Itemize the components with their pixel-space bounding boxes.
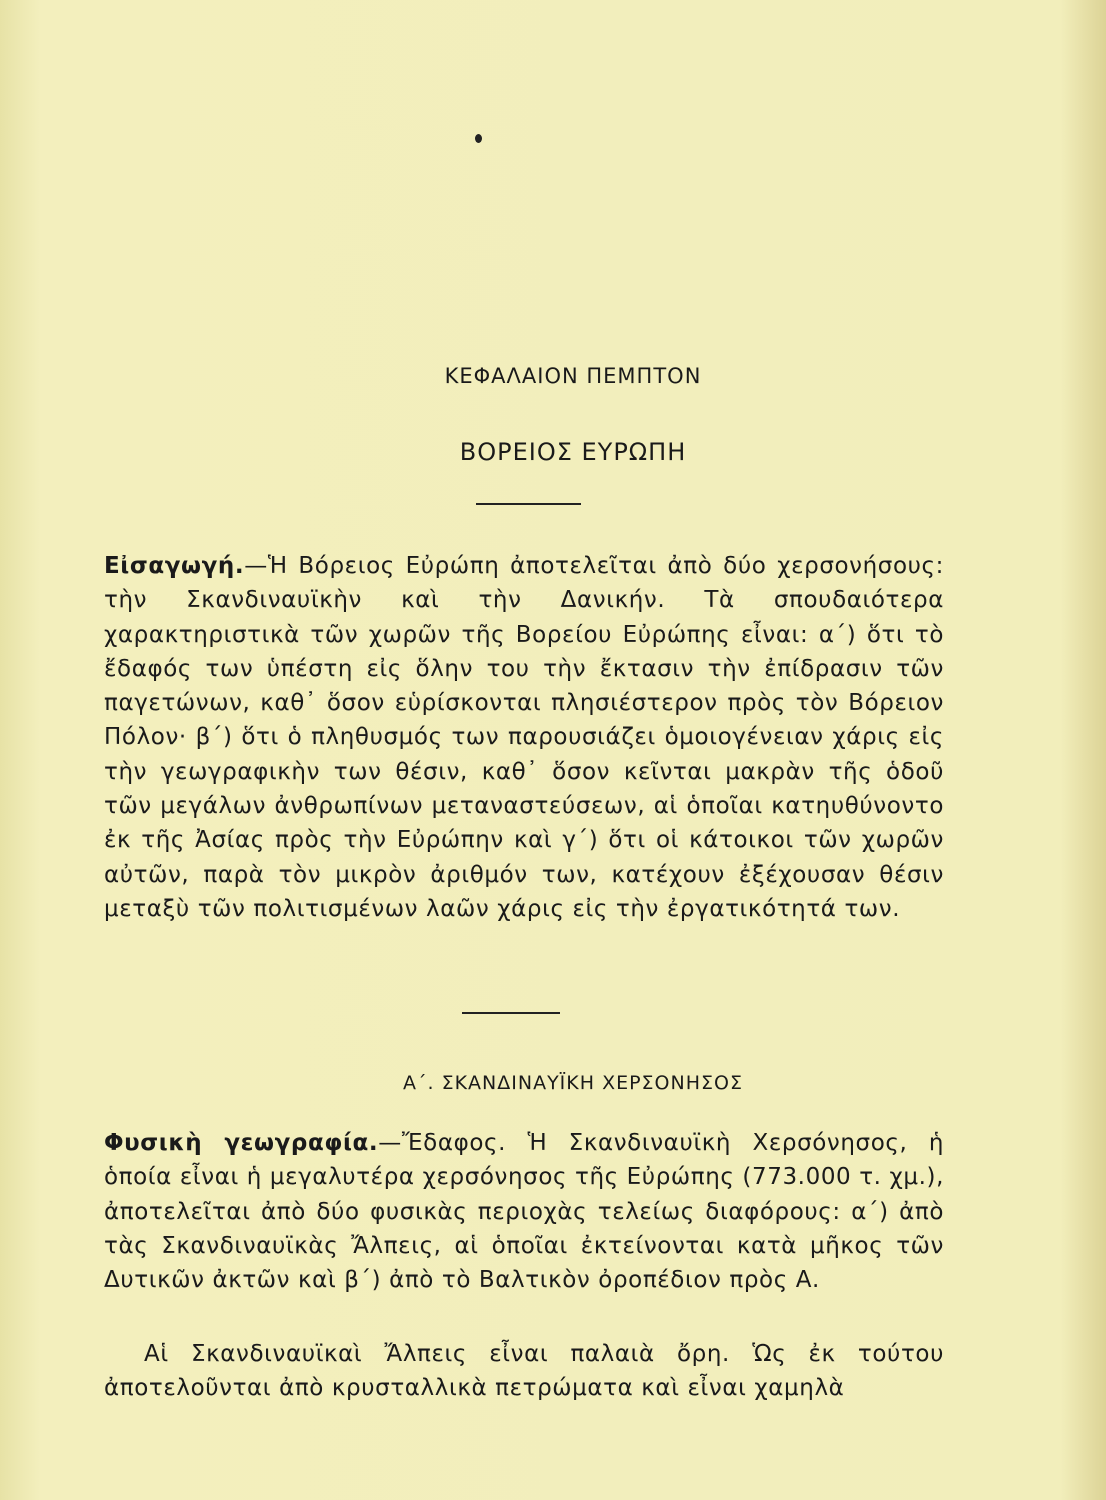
subsection-title: Α΄. ΣΚΑΝΔΙΝΑΥΪΚΗ ΧΕΡΣΟΝΗΣΟΣ (403, 1072, 743, 1094)
chapter-heading: ΚΕΦΑΛΑΙΟΝ ΠΕΜΠΤΟΝ (444, 364, 702, 388)
divider (476, 503, 581, 505)
ink-dot (475, 134, 482, 143)
physical-paragraph (104, 1126, 944, 1297)
alps-paragraph: Αἱ Σκανδιναυϊκαὶ Ἄλπεις εἶναι παλαιὰ ὄρη. Ὡς ἐκ τούτου ἀποτελοῦνται ἀπὸ κρυσταλλικὰ πετρώματα καὶ εἶναι χαμηλὰ (104, 1341, 944, 1402)
physical-text: —Ἔδαφος. Ἡ Σκανδιναυϊκὴ Χερσόνησος, ἡ ὁποία εἶναι ἡ μεγαλυτέρα χερσόνησος τῆς Εὐρώπης (773.000 τ. χμ.), ἀποτελεῖται ἀπὸ δύο φυσικὰς περιοχὰς τελείως διαφόρους: α΄) ἀπὸ τὰς Σκανδιναυϊκὰς Ἄλπεις, αἱ ὁποῖαι ἐκτείνονται κατὰ μῆκος τῶν Δυτικῶν ἀκτῶν καὶ β΄) ἀπὸ τὸ Βαλτικὸν ὀροπέδιον πρὸς Α. (104, 1130, 944, 1294)
intro-paragraph (104, 549, 944, 926)
intro-lead: Εἰσαγωγή. (104, 553, 245, 579)
intro-text: —Ἡ Βόρειος Εὐρώπη ἀποτελεῖται ἀπὸ δύο χερσονήσους: τὴν Σκανδιναυϊκὴν καὶ τὴν Δανικήν. Τὰ σπουδαιότερα χαρακτηριστικὰ τῶν χωρῶν τῆς Βορείου Εὐρώπης εἶναι: α΄) ὅτι τὸ ἔδαφός των ὑπέστη εἰς ὅλην του τὴν ἔκτασιν τὴν ἐπίδρασιν τῶν παγετώνων, καθ᾽ ὅσον εὑρίσκονται πλησιέστερον πρὸς τὸν Βόρειον Πόλον· β΄) ὅτι ὁ πληθυσμός των παρουσιάζει ὁμοιογένειαν χάρις εἰς τὴν γεωγραφικὴν των θέσιν, καθ᾽ ὅσον κεῖνται μακρὰν τῆς ὁδοῦ τῶν μεγάλων ἀνθρωπίνων μεταναστεύσεων, αἱ ὁποῖαι κατηυθύνοντο ἐκ τῆς Ἀσίας πρὸς τὴν Εὐρώπην καὶ γ΄) ὅτι οἱ κάτοικοι τῶν χωρῶν αὐτῶν, παρὰ τὸν μικρὸν ἀριθμόν των, κατέχουν ἐξέχουσαν θέσιν μεταξὺ τῶν πολιτισμένων λαῶν χάρις εἰς τὴν ἐργατικότητά των. (104, 553, 944, 922)
physical-lead: Φυσικὴ γεωγραφία. (104, 1130, 379, 1156)
chapter-title: ΒΟΡΕΙΟΣ ΕΥΡΩΠΗ (459, 438, 687, 466)
divider (462, 1012, 560, 1014)
